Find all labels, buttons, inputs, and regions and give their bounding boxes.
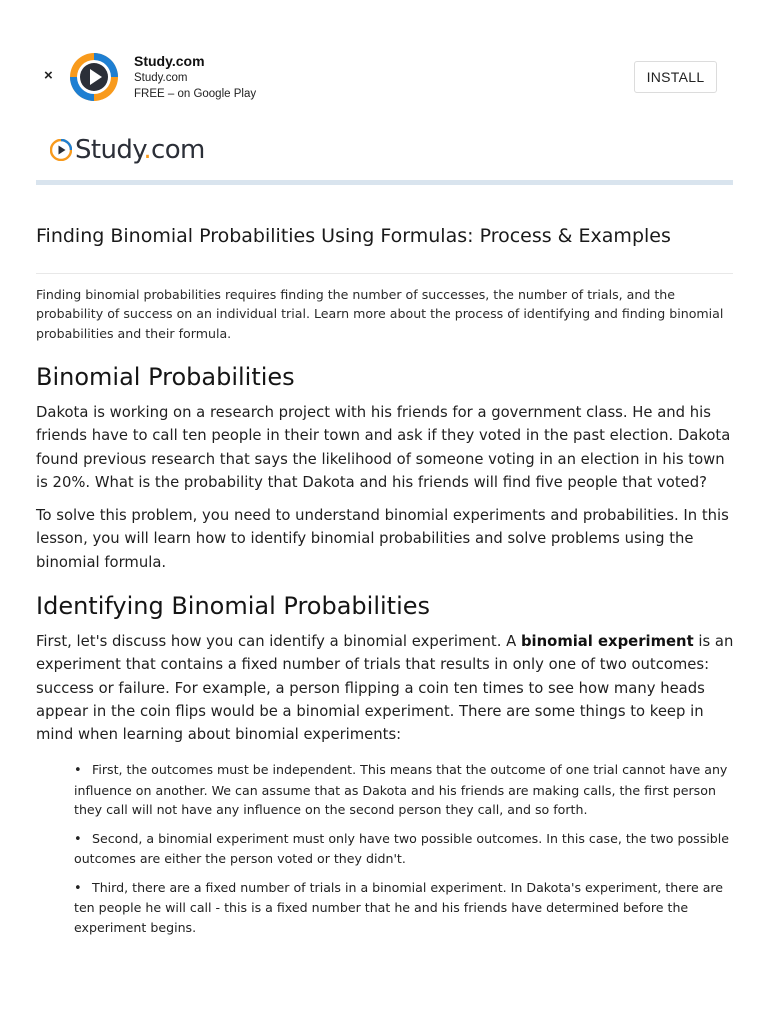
- app-name: Study.com: [134, 53, 205, 69]
- header-divider: [36, 180, 733, 185]
- title-divider: [36, 273, 733, 274]
- logo-wordmark: [75, 135, 205, 165]
- section1-paragraph-2: To solve this problem, you need to understand binomial experiments and probabilities. In this lesson, you will learn how to identify binomial probabilities and solve problems using the binomial formula.: [36, 507, 729, 571]
- app-price-store: FREE – on Google Play: [134, 88, 257, 100]
- binomial-experiment-rules-list: [74, 760, 734, 946]
- list-item-text: First, the outcomes must be independent. This means that the outcome of one trial cannot have any influence on another. We can assume that as Dakota and his friends are making calls, the first person they call will not have any influence on the second person they call, and so forth.: [74, 762, 728, 817]
- list-item: [74, 878, 734, 938]
- close-banner-button[interactable]: ×: [44, 67, 53, 84]
- page-title: Finding Binomial Probabilities Using Formulas: Process & Examples: [36, 225, 671, 247]
- bullet-glyph: •: [74, 763, 82, 778]
- install-button[interactable]: INSTALL: [634, 61, 717, 93]
- section-heading-binomial-probabilities: Binomial Probabilities: [36, 363, 295, 391]
- play-logo-icon: [50, 139, 72, 161]
- app-info: [134, 52, 256, 102]
- logo-word: Study: [75, 135, 144, 165]
- section-heading-identifying-binomial-probabilities: Identifying Binomial Probabilities: [36, 592, 431, 620]
- section2-text-before: First, let's discuss how you can identify a binomial experiment. A: [36, 633, 521, 650]
- logo-dot: .: [143, 135, 152, 165]
- list-item: [74, 760, 734, 820]
- study-logo[interactable]: [50, 132, 205, 168]
- section1-paragraph-1: Dakota is working on a research project with his friends for a government class. He and his friends have to call ten people in their town and ask if they voted in the past election. Dakota found previous research that says the likelihood of someone voting in an election in his town is 20%. What is the probability that Dakota and his friends will find five people that voted?: [36, 404, 731, 491]
- bullet-glyph: •: [74, 831, 82, 847]
- section2-paragraph-1: [36, 630, 736, 746]
- list-item-text: Third, there are a fixed number of trials in a binomial experiment. In Dakota's experiment, there are ten people he will call - this is a fixed number that he and his friends have determined before the experiment begins.: [74, 879, 724, 935]
- logo-tld: com: [151, 135, 205, 165]
- binomial-experiment-term: binomial experiment: [520, 633, 694, 650]
- bullet-glyph: •: [74, 880, 82, 896]
- article-summary: Finding binomial probabilities requires finding the number of successes, the number of trials, and the probability of success on an individual trial. Learn more about the process of identifying and finding binomial probabilities and their formula.: [36, 287, 724, 341]
- app-developer: Study.com: [134, 72, 188, 84]
- section2-text-after: is an experiment that contains a fixed number of trials that results in only one of two outcomes: success or failure. For example, a person flipping a coin ten times to see how many heads appear in the coin flips would be a binomial experiment. There are some things to keep in mind when learning about binomial experiments:: [36, 633, 734, 744]
- study-app-play-icon[interactable]: [69, 52, 119, 102]
- app-install-banner: [0, 0, 768, 120]
- list-item-text: Second, a binomial experiment must only have two possible outcomes. In this case, the two possible outcomes are either the person voted or they didn't.: [74, 830, 730, 866]
- list-item: [74, 829, 734, 869]
